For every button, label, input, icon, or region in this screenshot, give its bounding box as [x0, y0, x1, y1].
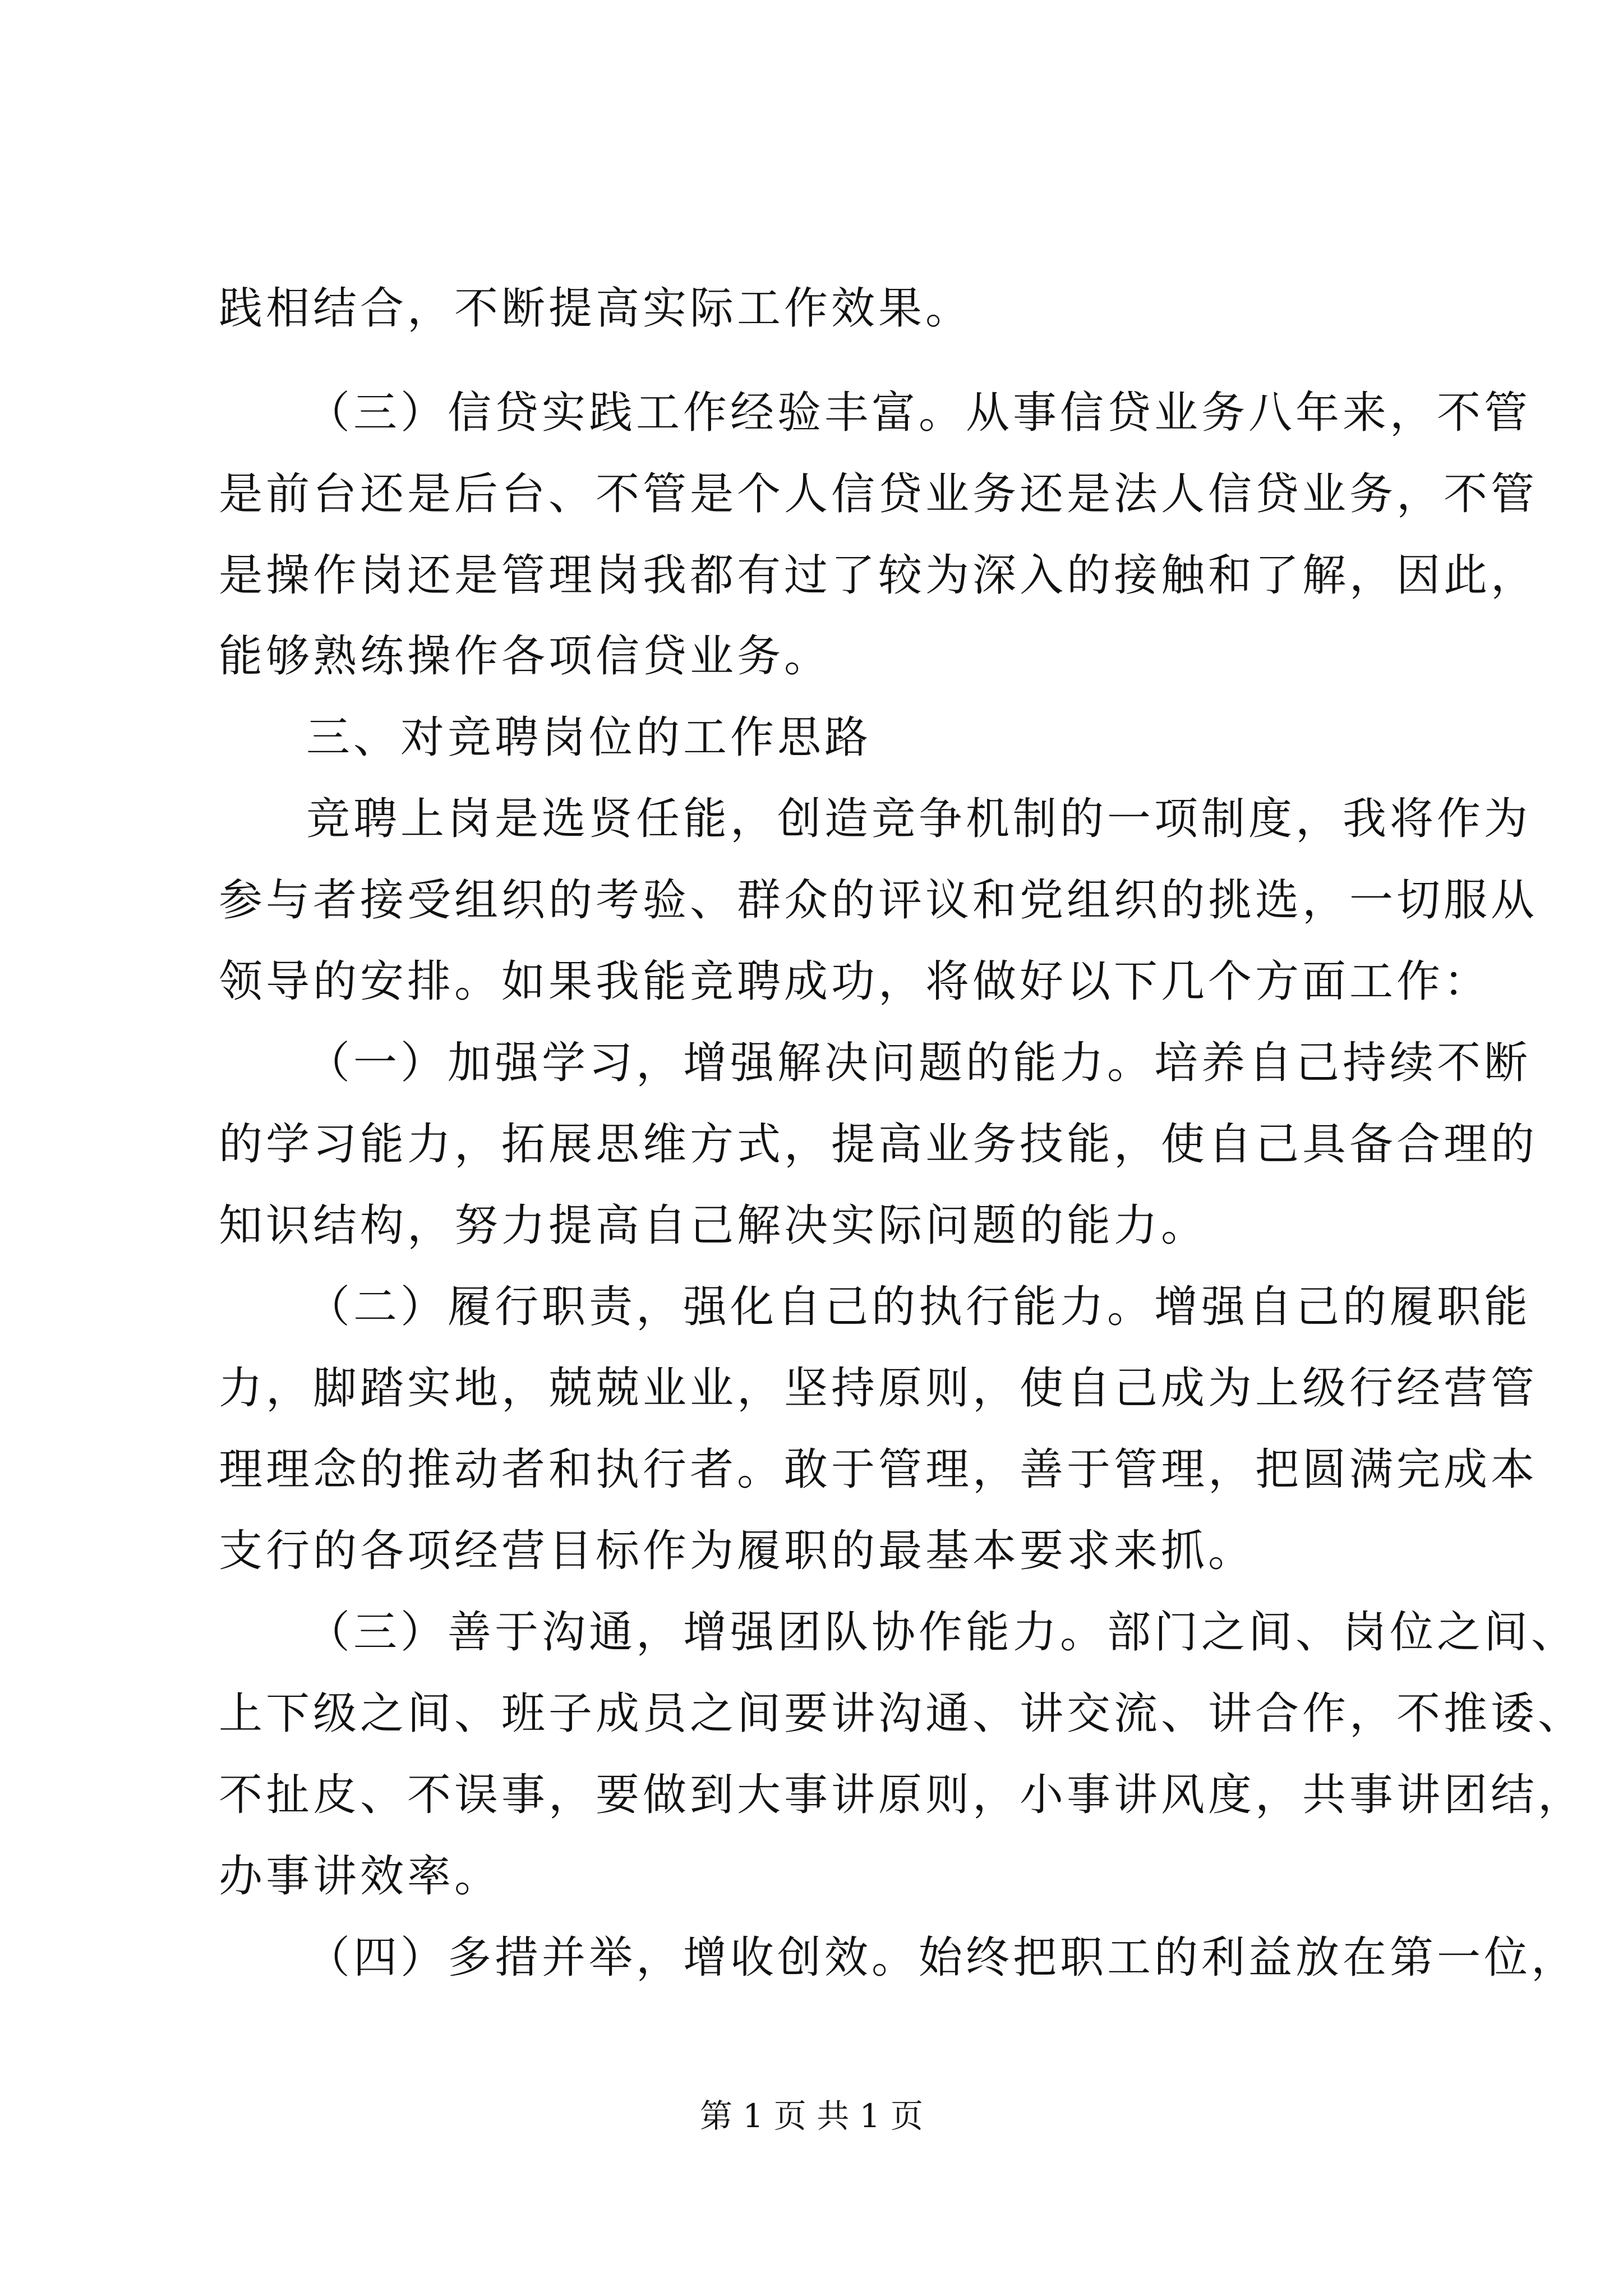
- body-text-line: 上下级之间、班子成员之间要讲沟通、讲交流、讲合作，不推诿、: [219, 1688, 1585, 1739]
- body-text-line: （三）信贷实践工作经验丰富。从事信贷业务八年来，不管: [306, 388, 1532, 438]
- body-text-line: （一）加强学习，增强解决问题的能力。培养自己持续不断: [306, 1038, 1532, 1088]
- body-text-line: 支行的各项经营目标作为履职的最基本要求来抓。: [219, 1526, 1256, 1576]
- body-text-line: 能够熟练操作各项信贷业务。: [219, 631, 832, 682]
- body-text-line: 是操作岗还是管理岗我都有过了较为深入的接触和了解，因此，: [219, 550, 1538, 601]
- section-heading: 三、对竞聘岗位的工作思路: [306, 712, 872, 763]
- body-text-line: 的学习能力，拓展思维方式，提高业务技能，使自己具备合理的: [219, 1119, 1538, 1170]
- page-footer: 第 1 页 共 1 页: [700, 2097, 923, 2135]
- body-text-line: 理理念的推动者和执行者。敢于管理，善于管理，把圆满完成本: [219, 1444, 1538, 1495]
- body-text-line: （四）多措并举，增收创效。始终把职工的利益放在第一位，: [306, 1932, 1579, 1983]
- body-text-line: 领导的安排。如果我能竞聘成功，将做好以下几个方面工作：: [219, 956, 1491, 1007]
- body-text-line: 竞聘上岗是选贤任能，创造竞争机制的一项制度，我将作为: [306, 794, 1532, 844]
- body-text-line: （二）履行职责，强化自己的执行能力。增强自己的履职能: [306, 1282, 1532, 1332]
- body-text-line: 办事讲效率。: [219, 1851, 502, 1902]
- body-text-line: 不扯皮、不误事，要做到大事讲原则，小事讲风度，共事讲团结，: [219, 1770, 1585, 1820]
- body-text-line: 践相结合，不断提高实际工作效果。: [219, 283, 973, 334]
- body-text-line: 知识结构，努力提高自己解决实际问题的能力。: [219, 1200, 1209, 1251]
- body-text-line: 是前台还是后台、不管是个人信贷业务还是法人信贷业务，不管: [219, 469, 1538, 519]
- body-text-line: 参与者接受组织的考验、群众的评议和党组织的挑选，一切服从: [219, 875, 1538, 926]
- body-text-line: 力，脚踏实地，兢兢业业，坚持原则，使自己成为上级行经营管: [219, 1363, 1538, 1414]
- body-text-line: （三）善于沟通，增强团队协作能力。部门之间、岗位之间、: [306, 1607, 1579, 1658]
